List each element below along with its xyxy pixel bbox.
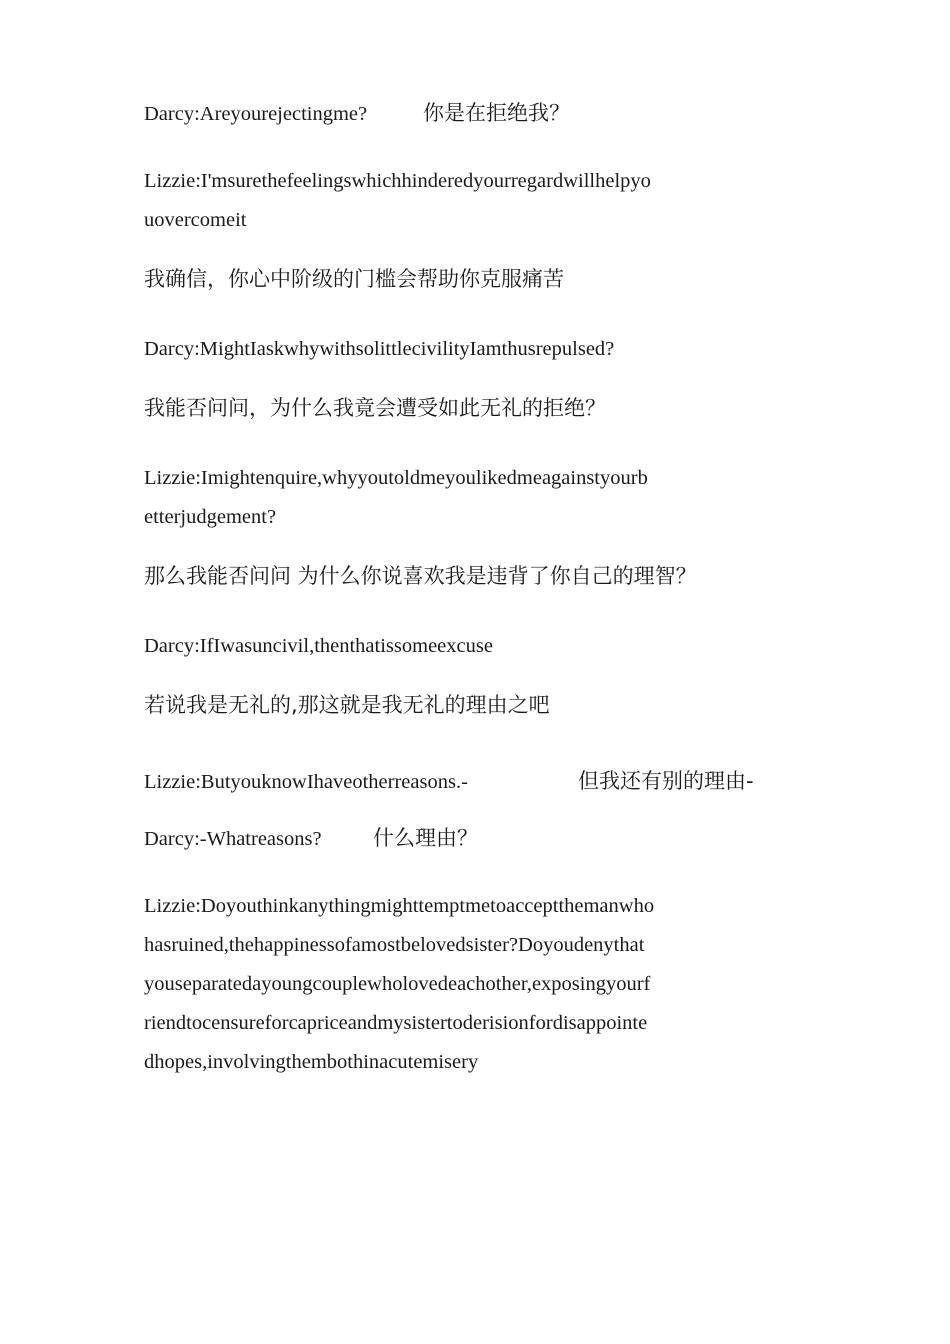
dialogue-line-lizzie-4d: riendtocensureforcapriceandmysistertoderisionfordisappointe <box>144 1012 648 1034</box>
dialogue-line-lizzie-3 <box>144 772 468 793</box>
dialogue-line-lizzie-1a: Lizzie:I'msurethefeelingswhichhinderedyourregardwillhelpyo <box>144 170 651 192</box>
dialogue-line-darcy-3: Darcy:IfIwasuncivil,thenthatissomeexcuse <box>144 635 493 657</box>
dialogue-line-lizzie-4c: youseparatedayoungcouplewholovedeachother,exposingyourf <box>144 973 651 995</box>
chinese-translation-1: 我确信，你心中阶级的门槛会帮助你克服痛苦 <box>144 267 564 291</box>
dialogue-line-darcy-2: Darcy:MightIaskwhywithsolittlecivilityIamthusrepulsed? <box>144 338 615 360</box>
chinese-translation: 什么理由？ <box>373 826 478 850</box>
chinese-translation: 你是在拒绝我？ <box>423 101 570 125</box>
dialogue-line-lizzie-4e: dhopes,involvingthembothinacutemisery <box>144 1051 479 1073</box>
dialogue-line-lizzie-4a: Lizzie:Doyouthinkanythingmighttemptmetoacceptthemanwho <box>144 895 655 917</box>
english-text: Lizzie:ButyouknowIhaveotherreasons.- <box>144 771 468 793</box>
chinese-translation-2: 我能否问问，为什么我竟会遭受如此无礼的拒绝？ <box>144 396 606 420</box>
english-text: Darcy:-Whatreasons? <box>144 828 322 850</box>
dialogue-line-darcy-4 <box>144 829 322 850</box>
dialogue-line-darcy-1 <box>144 104 367 125</box>
dialogue-line-lizzie-2a: Lizzie:Imightenquire,whyyoutoldmeyoulikedmeagainstyourb <box>144 467 648 489</box>
chinese-translation-4: 若说我是无礼的,那这就是我无礼的理由之吧 <box>144 693 550 717</box>
dialogue-line-lizzie-4b: hasruined,thehappinessofamostbelovedsister?Doyoudenythat <box>144 934 645 956</box>
english-text: Darcy:Areyourejectingme? <box>144 103 368 125</box>
chinese-translation: 但我还有别的理由- <box>578 769 754 793</box>
dialogue-line-lizzie-2b: etterjudgement? <box>144 506 277 528</box>
chinese-translation-3: 那么我能否问问 为什么你说喜欢我是违背了你自己的理智？ <box>144 564 697 588</box>
dialogue-line-lizzie-1b: uovercomeit <box>144 209 247 231</box>
